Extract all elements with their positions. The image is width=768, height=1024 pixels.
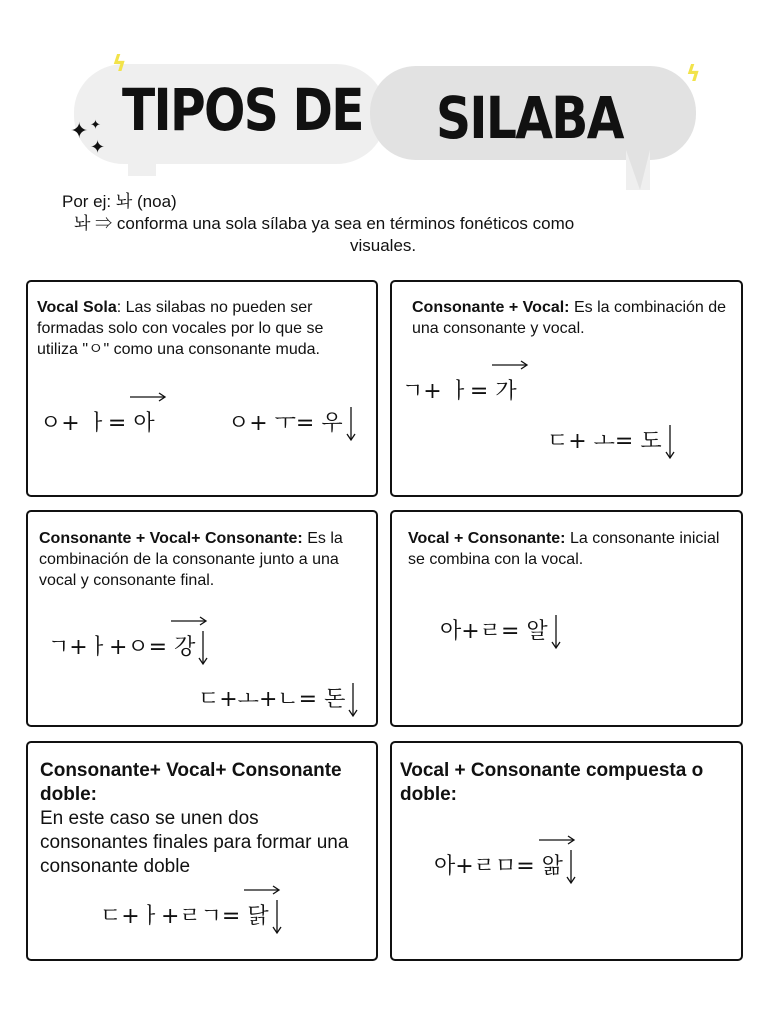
arrow-down-icon [565, 849, 577, 885]
equation: ㄷ+ ㅗ= 도 [547, 424, 676, 460]
arrow-down-icon [197, 630, 209, 666]
arrow-down-icon [345, 406, 357, 442]
equation-result: 알 [526, 619, 548, 644]
card-heading: Consonante + Vocal+ Consonante: [39, 530, 303, 547]
card-text [412, 297, 730, 339]
sparkle-icon: ✦ [90, 137, 106, 158]
title-bubble-right-tail [626, 150, 650, 190]
equation: ㅇ+ ㅏ= 아 [40, 406, 155, 437]
card-body: La consonante inicial se combina con la vocal. [408, 530, 720, 568]
arrow-down-icon [664, 424, 676, 460]
arrow-right-icon [243, 885, 281, 895]
card-heading: Vocal Sola [37, 299, 117, 316]
card-vocal-sola [26, 280, 378, 497]
intro-explanation: 놔 ⇒ conforma una sola sílaba ya sea en términos fonéticos como [74, 214, 575, 233]
lightning-icon: ϟ [112, 52, 127, 77]
arrow-right-icon [538, 835, 576, 845]
card-text [37, 297, 367, 360]
arrow-right-icon [170, 616, 208, 626]
page-title-part-2: SILABA [436, 84, 623, 152]
card-consonante-compuesta [390, 741, 743, 961]
card-heading: Consonante + Vocal: [412, 299, 570, 316]
card-body: : Las silabas no pueden ser formadas solo con vocales por lo que se utiliza "ㅇ" como una consonante muda. [37, 299, 324, 358]
equation: ㄷ+ㅗ+ㄴ= 돈 [198, 682, 359, 718]
equation-result: 도 [640, 429, 662, 454]
equation-result: 가 [495, 379, 517, 404]
title-bubble-left-tail [128, 146, 156, 176]
equation: ㄱ+ ㅏ= 가 [402, 374, 517, 405]
card-text [408, 528, 734, 570]
card-consonante-vocal [390, 280, 743, 497]
arrow-down-icon [271, 899, 283, 935]
card-body: En este caso se unen dos consonantes finales para formar una consonante doble [40, 808, 349, 877]
card-consonante-doble [26, 741, 378, 961]
card-heading: Consonante+ Vocal+ Consonante doble: [40, 760, 342, 805]
equation-result: 닭 [247, 904, 269, 929]
card-text [39, 528, 369, 591]
lightning-icon: ϟ [686, 62, 701, 87]
intro-example: Por ej: 놔 (noa) [62, 192, 177, 211]
equation: 아+ㄹ= 알 [440, 614, 562, 650]
intro-explanation-end: visuales. [350, 236, 417, 255]
page-title-part-1: TIPOS DE [122, 76, 363, 144]
card-heading: Vocal + Consonante: [408, 530, 566, 547]
equation-result: 우 [321, 411, 343, 436]
card-body: Es la combinación de la consonante junto a una vocal y consonante final. [39, 530, 343, 589]
equation: ㄷ+ㅏ+ㄹㄱ= 닭 [100, 899, 283, 935]
card-body: Es la combinación de una consonante y vocal. [412, 299, 727, 337]
card-heading: Vocal + Consonante compuesta o doble: [400, 760, 704, 805]
sparkle-icon: ✦ [70, 119, 89, 144]
arrow-down-icon [347, 682, 359, 718]
equation-result: 앎 [541, 854, 563, 879]
equation-result: 강 [174, 635, 196, 660]
arrow-right-icon [491, 360, 529, 370]
card-vocal-consonante [390, 510, 743, 727]
equation: 아+ㄹㅁ= 앎 [434, 849, 577, 885]
sparkle-icon: ✦ [90, 118, 101, 133]
equation: ㅇ+ ㅜ= 우 [228, 406, 357, 442]
equation-result: 돈 [324, 687, 346, 712]
equation-result: 아 [133, 411, 155, 436]
card-consonante-vocal-consonante [26, 510, 378, 727]
equation: ㄱ+ㅏ+ㅇ= 강 [48, 630, 209, 666]
arrow-down-icon [550, 614, 562, 650]
arrow-right-icon [129, 392, 167, 402]
